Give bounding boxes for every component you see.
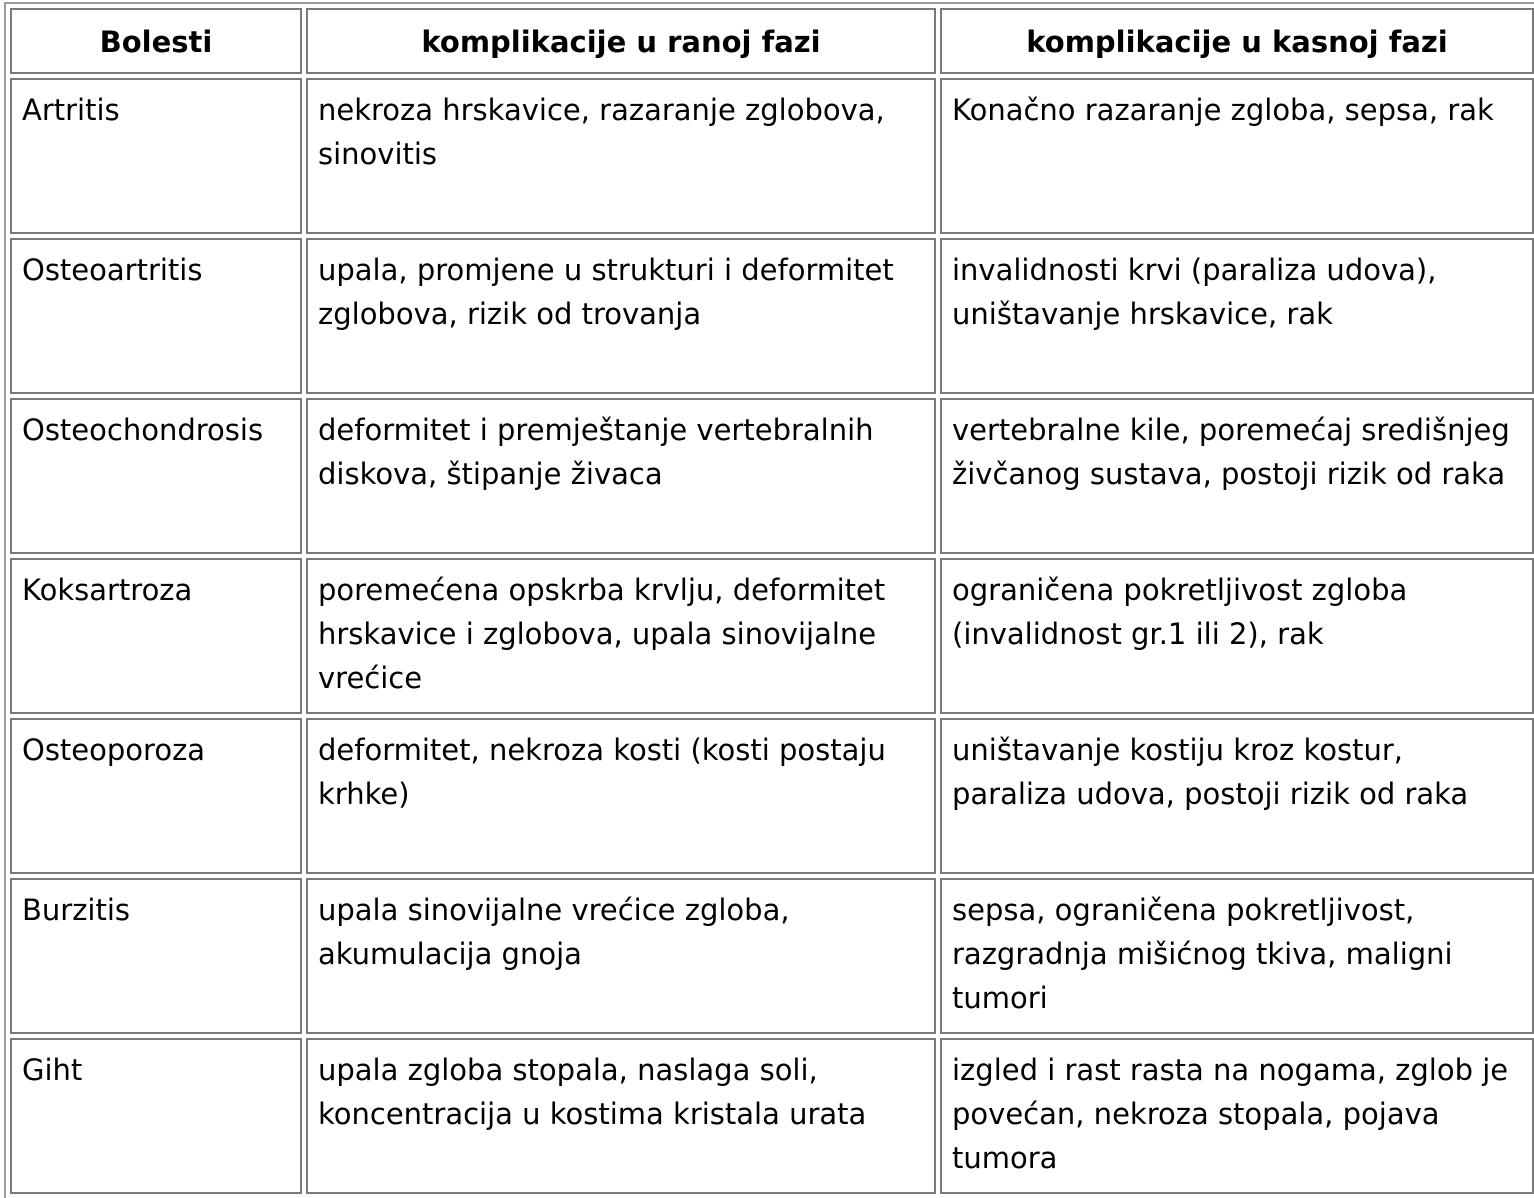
late-complications-cell: sepsa, ograničena pokretljivost, razgradnja mišićnog tkiva, maligni tumori: [940, 878, 1534, 1034]
header-row: [10, 8, 1534, 74]
table-row: [10, 558, 1534, 714]
header-late-complications: komplikacije u kasnoj fazi: [940, 8, 1534, 74]
table-row: [10, 878, 1534, 1034]
disease-cell: Artritis: [10, 78, 302, 234]
early-complications-cell: upala sinovijalne vrećice zgloba, akumulacija gnoja: [306, 878, 936, 1034]
early-complications-cell: deformitet, nekroza kosti (kosti postaju krhke): [306, 718, 936, 874]
late-complications-cell: Konačno razaranje zgloba, sepsa, rak: [940, 78, 1534, 234]
disease-cell: Osteoporoza: [10, 718, 302, 874]
table-row: [10, 398, 1534, 554]
late-complications-cell: invalidnosti krvi (paraliza udova), uništavanje hrskavice, rak: [940, 238, 1534, 394]
early-complications-cell: upala, promjene u strukturi i deformitet zglobova, rizik od trovanja: [306, 238, 936, 394]
disease-cell: Osteochondrosis: [10, 398, 302, 554]
late-complications-cell: izgled i rast rasta na nogama, zglob je povećan, nekroza stopala, pojava tumora: [940, 1038, 1534, 1194]
early-complications-cell: upala zgloba stopala, naslaga soli, koncentracija u kostima kristala urata: [306, 1038, 936, 1194]
early-complications-cell: poremećena opskrba krvlju, deformitet hrskavice i zglobova, upala sinovijalne vrećice: [306, 558, 936, 714]
header-early-complications: komplikacije u ranoj fazi: [306, 8, 936, 74]
late-complications-cell: vertebralne kile, poremećaj središnjeg živčanog sustava, postoji rizik od raka: [940, 398, 1534, 554]
table-row: [10, 1038, 1534, 1194]
header-disease: Bolesti: [10, 8, 302, 74]
disease-cell: Osteoartritis: [10, 238, 302, 394]
early-complications-cell: deformitet i premještanje vertebralnih diskova, štipanje živaca: [306, 398, 936, 554]
disease-cell: Koksartroza: [10, 558, 302, 714]
late-complications-cell: uništavanje kostiju kroz kostur, paraliza udova, postoji rizik od raka: [940, 718, 1534, 874]
table-row: [10, 238, 1534, 394]
early-complications-cell: nekroza hrskavice, razaranje zglobova, sinovitis: [306, 78, 936, 234]
table-row: [10, 78, 1534, 234]
disease-cell: Giht: [10, 1038, 302, 1194]
table-row: [10, 718, 1534, 874]
complications-table: [4, 2, 1534, 1198]
late-complications-cell: ograničena pokretljivost zgloba (invalidnost gr.1 ili 2), rak: [940, 558, 1534, 714]
disease-cell: Burzitis: [10, 878, 302, 1034]
